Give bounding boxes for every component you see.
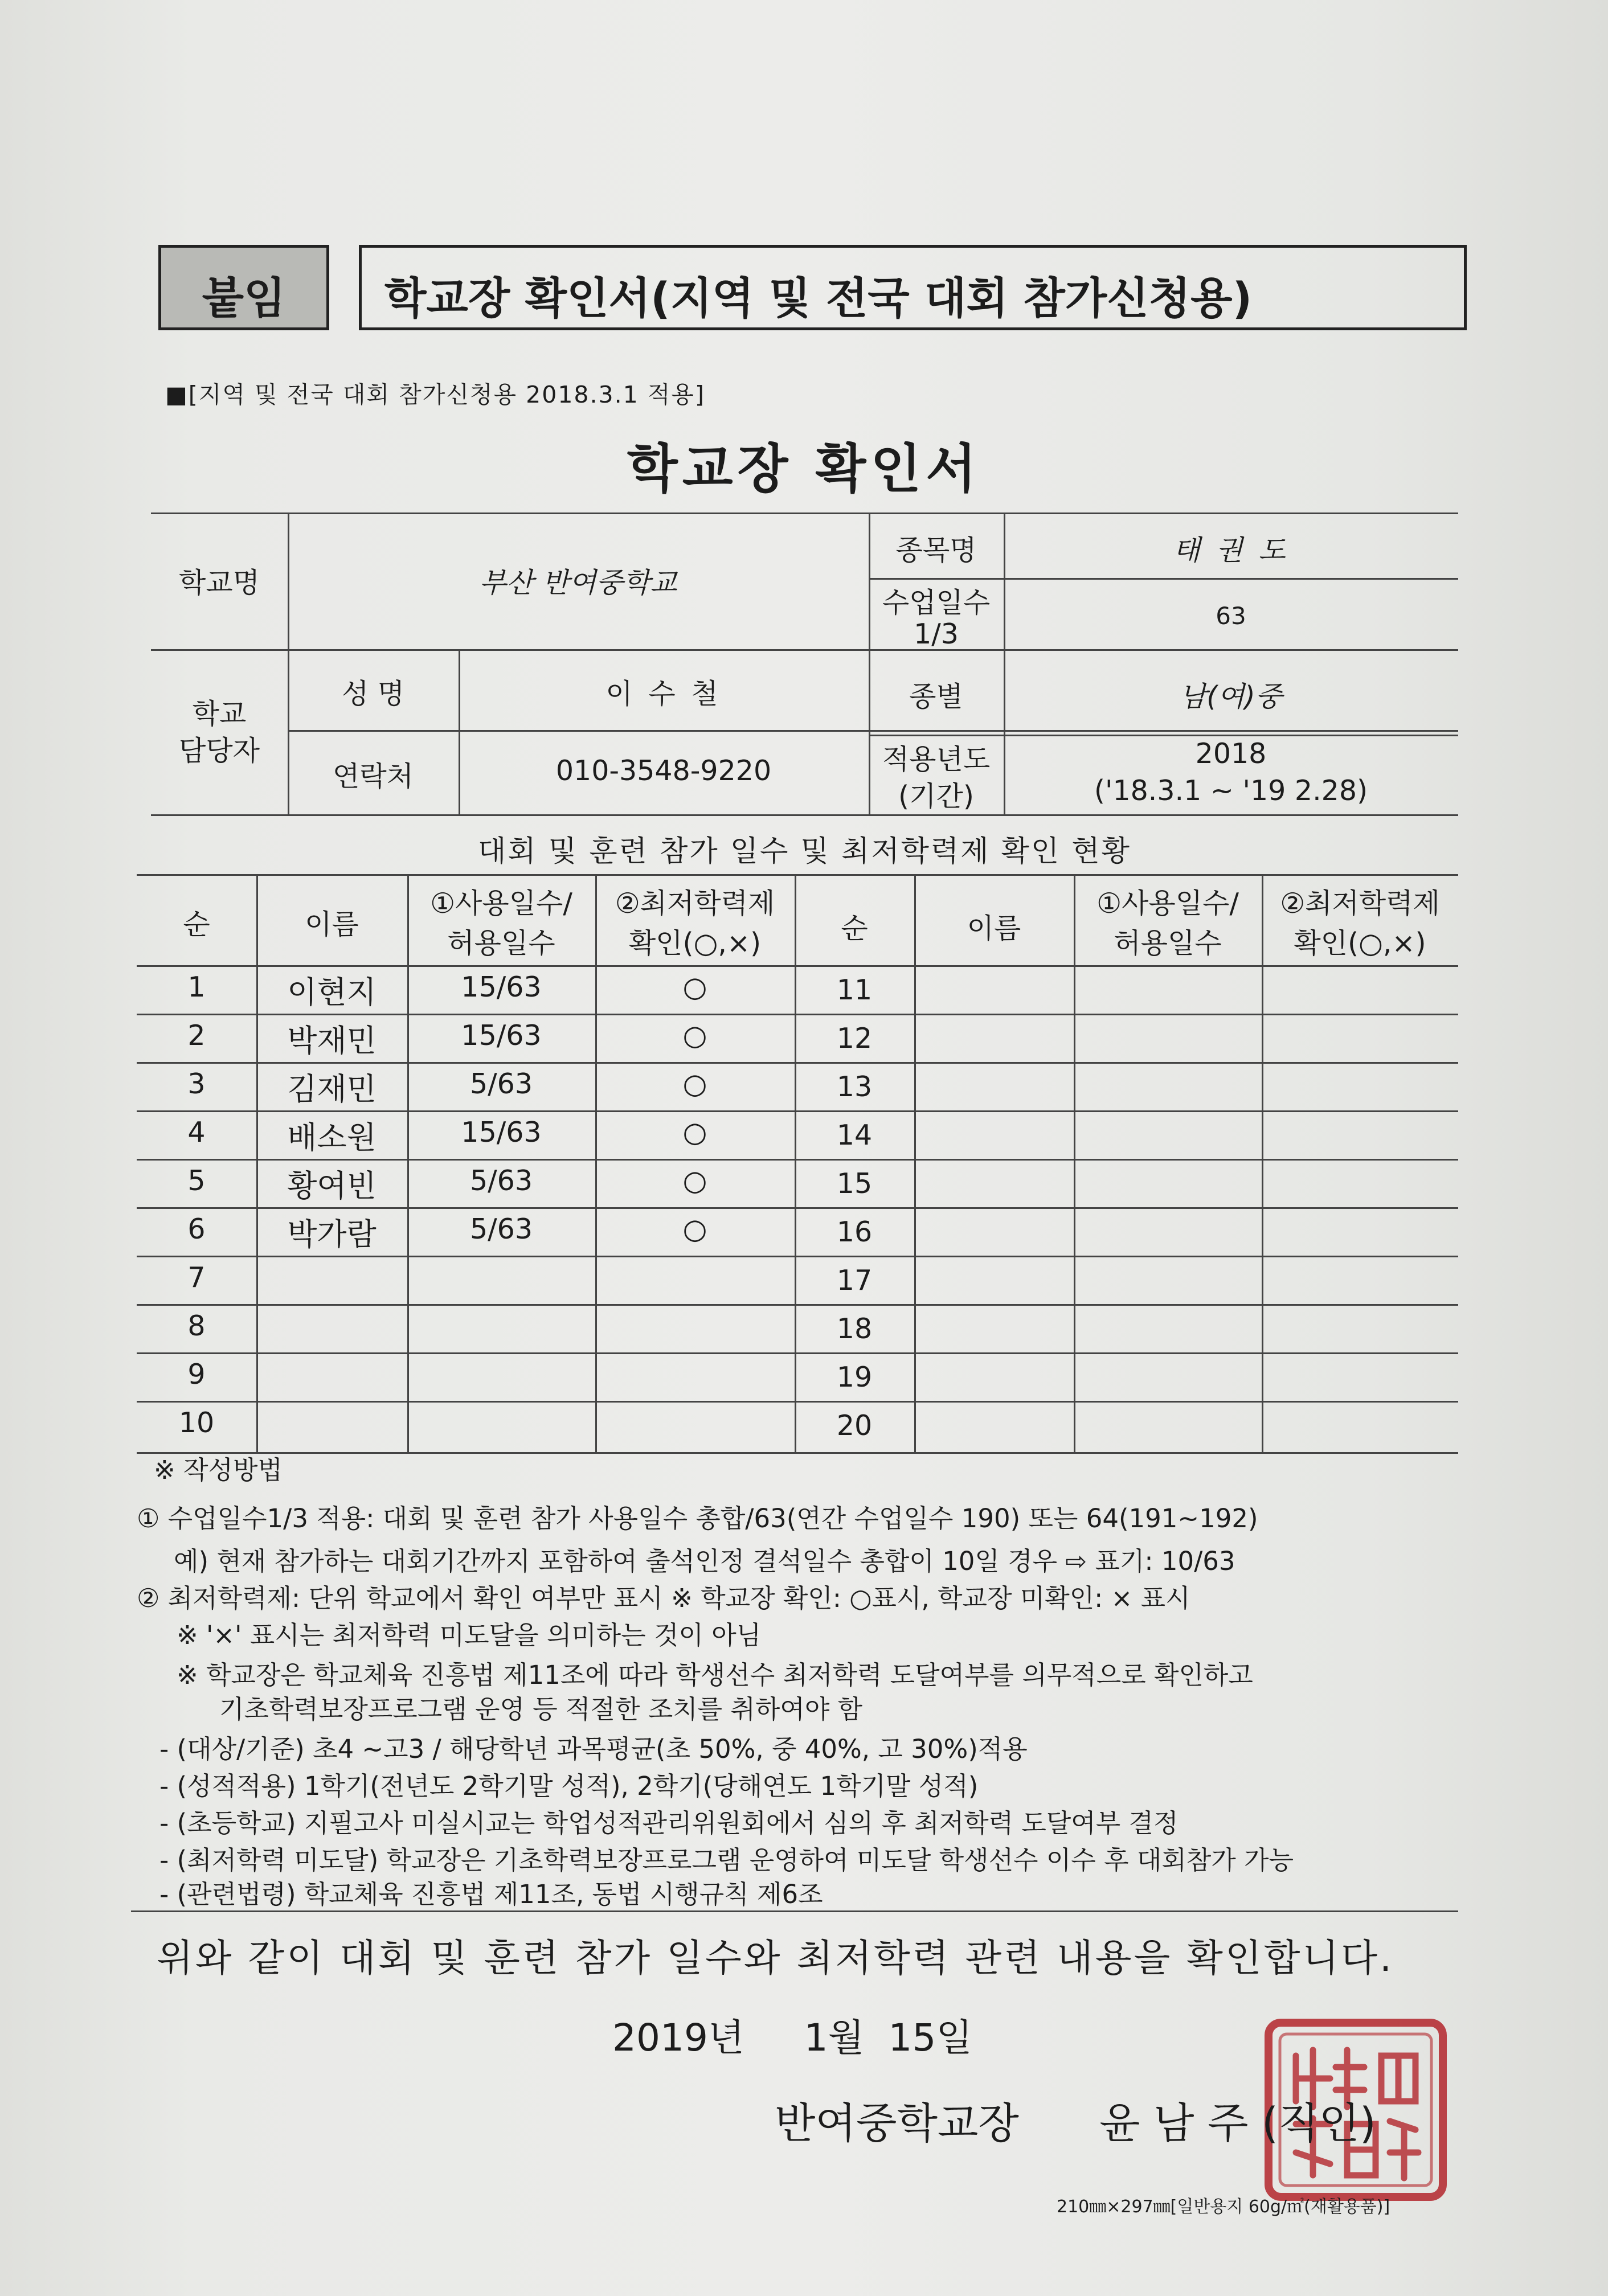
row-number: 1 [187,971,206,1003]
row-number: 7 [187,1261,206,1294]
col-no-header-right: 순 [841,912,868,945]
check-mark: ○ [682,971,707,1003]
check-mark: ○ [682,1019,707,1052]
col-days-header-left-2: 허용일수 [447,927,555,960]
instructions-heading: ※ 작성방법 [154,1455,283,1485]
instruction-line: - (성적적용) 1학기(전년도 2학기말 성적), 2학기(당해연도 1학기말 성적) [159,1771,979,1801]
issue-date [612,2007,972,2061]
attachment-tag [158,245,329,330]
student-name: 김재민 [287,1071,377,1107]
check-mark: ○ [682,1116,707,1149]
signer [775,2090,1376,2150]
row-number: 3 [187,1068,206,1100]
instruction-line: ※ '×' 표시는 최저학력 미도달을 의미하는 것이 아님 [177,1620,762,1650]
year-label-1: 적용년도 [882,743,991,776]
row-number: 20 [836,1409,873,1442]
document-title: 학교장 확인서 [627,438,981,499]
gender-label: 종별 [909,680,963,713]
date-month: 1월 [804,2016,865,2060]
row-number: 10 [178,1407,215,1439]
row-number: 14 [836,1119,873,1151]
row-number: 19 [836,1361,873,1393]
col-days-header-right-1: ①사용일수/ [1096,887,1239,920]
year-value-1: 2018 [1195,737,1267,770]
attachment-tag-label: 붙임 [202,273,286,323]
row-number: 9 [187,1358,206,1391]
row-number: 8 [187,1310,206,1342]
row-number: 2 [187,1019,206,1052]
row-number: 12 [836,1022,873,1055]
instruction-line: 예) 현재 참가하는 대회기간까지 포함하여 출석인정 결석일수 총합이 10일 경우 ⇨ 표기: 10/63 [174,1546,1235,1576]
student-name: 이현지 [287,974,377,1010]
instruction-line: - (대상/기준) 초4 ~고3 / 해당학년 과목평균(초 50%, 중 40%, 고 30%)적용 [159,1734,1028,1764]
check-mark: ○ [682,1165,707,1197]
student-name: 황여빈 [287,1168,377,1204]
check-mark: ○ [682,1213,707,1245]
year-label-2: (기간) [898,780,974,813]
row-number: 5 [187,1165,206,1197]
manager-name-label: 성 명 [341,678,405,710]
manager-label-2: 담당자 [178,735,260,767]
instruction-line: - (최저학력 미도달) 학교장은 기초학력보장프로그램 운영하여 미도달 학생선수 이수 후 대회참가 가능 [159,1845,1294,1875]
row-number: 17 [836,1264,873,1297]
row-number: 15 [836,1167,873,1200]
signer-title: 반여중학교장 [775,2099,1019,2148]
instruction-line: - (초등학교) 지필고사 미실시교는 학업성적관리위원회에서 심의 후 최저학력 도달여부 결정 [159,1808,1179,1838]
col-check-header-left-1: ②최저학력제 [615,887,775,920]
col-check-header-right-1: ②최저학력제 [1280,887,1440,920]
header-title: 학교장 확인서(지역 및 전국 대회 참가신청용) [384,273,1253,323]
row-number: 4 [187,1116,206,1149]
row-number: 18 [836,1313,873,1345]
student-name: 박가람 [287,1216,377,1252]
student-name: 배소원 [287,1120,377,1155]
col-no-header-left: 순 [183,908,210,941]
days-used: 15/63 [461,1019,542,1052]
sport-value: 태 권 도 [1173,534,1289,567]
row-number: 16 [836,1216,873,1248]
days-used: 15/63 [461,1116,542,1149]
days-used: 5/63 [469,1165,533,1197]
check-mark: ○ [682,1068,707,1100]
school-days-label-1: 수업일수 [882,587,991,619]
days-used: 5/63 [469,1068,533,1100]
contact-label: 연락처 [332,760,414,793]
manager-label-1: 학교 [192,698,247,730]
instruction-line: ① 수업일수1/3 적용: 대회 및 훈련 참가 사용일수 총합/63(연간 수업일수 190) 또는 64(191~192) [137,1503,1258,1534]
gender-value: 남(여)중 [1179,680,1283,713]
col-days-header-right-2: 허용일수 [1114,927,1222,960]
row-number: 11 [836,974,873,1006]
instruction-line: 기초학력보장프로그램 운영 등 적절한 조치를 취하여야 함 [219,1694,863,1724]
sport-label: 종목명 [895,534,977,567]
year-value-2: ('18.3.1 ~ '19 2.28) [1094,774,1368,807]
school-name-value: 부산 반여중학교 [479,567,677,599]
student-name: 박재민 [287,1023,377,1059]
signer-name: 윤 남 주 (직인) [1099,2099,1376,2148]
days-used: 15/63 [461,971,542,1003]
table-section-title: 대회 및 훈련 참가 일수 및 최저학력제 확인 현황 [478,835,1131,868]
col-name-header-right: 이름 [967,912,1021,945]
col-check-header-left-2: 확인(○,×) [628,927,762,960]
instruction-line: - (관련법령) 학교체육 진흥법 제11조, 동법 시행규칙 제6조 [159,1879,823,1909]
school-days-label-2: 1/3 [914,618,959,650]
date-day: 15일 [888,2016,973,2060]
confirmation-statement: 위와 같이 대회 및 훈련 참가 일수와 최저학력 관련 내용을 확인합니다. [157,1936,1394,1980]
school-days-value: 63 [1216,602,1246,630]
school-name-label: 학교명 [178,567,260,599]
instruction-line: ※ 학교장은 학교체육 진흥법 제11조에 따라 학생선수 최저학력 도달여부를 의무적으로 확인하고 [177,1660,1253,1690]
date-year: 2019년 [612,2016,744,2060]
row-number: 13 [836,1071,873,1103]
contact-value: 010-3548-9220 [555,755,772,787]
row-number: 6 [187,1213,206,1245]
col-name-header-left: 이름 [305,908,359,941]
col-check-header-right-2: 확인(○,×) [1294,927,1426,960]
header-title-box [359,245,1467,330]
col-days-header-left-1: ①사용일수/ [430,887,572,920]
instruction-line: ② 최저학력제: 단위 학교에서 확인 여부만 표시 ※ 학교장 확인: ○표시, 학교장 미확인: × 표시 [137,1583,1190,1613]
paper-spec-footer: 210㎜×297㎜[일반용지 60g/㎡(재활용품)] [1057,2197,1390,2217]
manager-name-value: 이 수 철 [605,678,722,710]
sub-header: ■[지역 및 전국 대회 참가신청용 2018.3.1 적용] [165,381,705,408]
days-used: 5/63 [469,1213,533,1245]
